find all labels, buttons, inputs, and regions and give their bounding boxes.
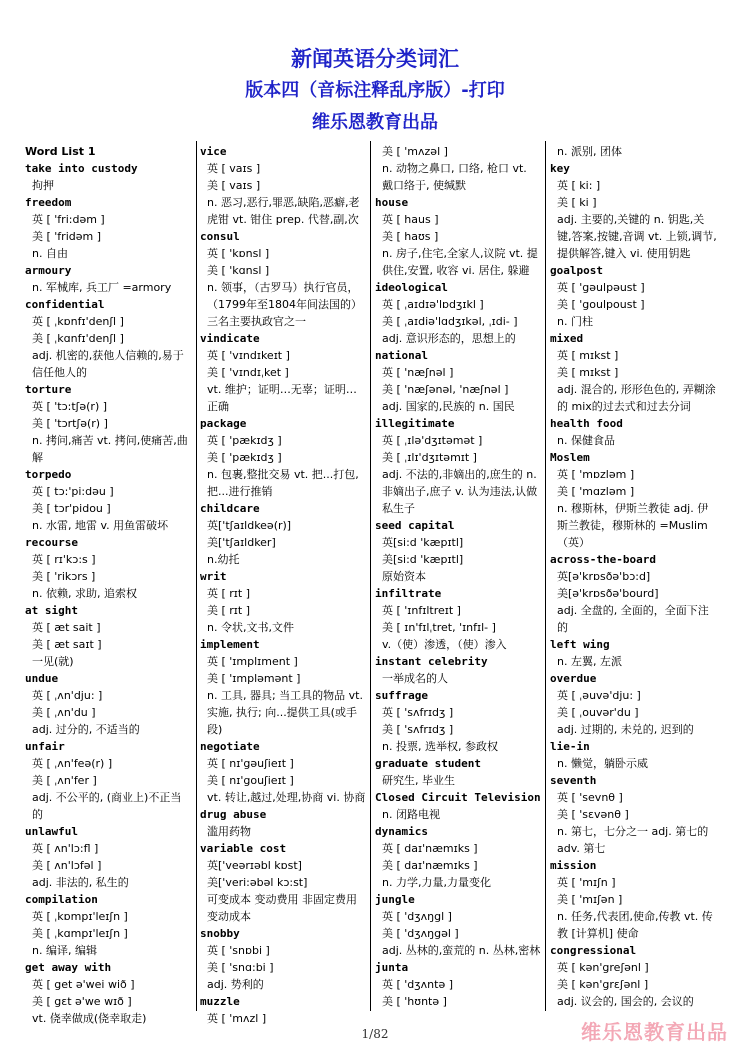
entry-definition: adj. 不公平的, (商业上)不正当的 [32, 791, 182, 821]
vocab-column-1 [25, 143, 193, 1027]
entry-headword: Moslem [550, 451, 590, 464]
entry-phonetic: 美 [ kən'grɛʃənl ] [557, 978, 649, 991]
entry-phonetic: 美 [ 'mɑzləm ] [557, 485, 635, 498]
entry-phonetic: 英 [ ˌəuvə'dju: ] [557, 689, 641, 702]
entry-phonetic: 英 [ 'ɪnfɪltreɪt ] [382, 604, 461, 617]
entry-headword: overdue [550, 672, 597, 685]
entry-definition: n. 水雷, 地雷 v. 用鱼雷破坏 [32, 519, 169, 532]
entry-definition: adj. 丛林的,蛮荒的 n. 丛林,密林 [382, 944, 541, 957]
entry-headword: goalpost [550, 264, 603, 277]
entry-definition: n. 保健食品 [557, 434, 615, 447]
entry-definition: n. 闭路电视 [382, 808, 440, 821]
entry-phonetic: 英 [ 'pækɪdʒ ] [207, 434, 282, 447]
entry-phonetic: 美 [ ˌouvər'du ] [557, 706, 639, 719]
column-divider [545, 141, 546, 1011]
entry-headword: health food [550, 417, 623, 430]
entry-phonetic: 英 [ 'ɪmplɪment ] [207, 655, 298, 668]
entry-headword: national [375, 349, 428, 362]
entry-headword: undue [25, 672, 59, 685]
entry-phonetic: 英 [ ki: ] [557, 179, 601, 192]
entry-phonetic: 英 [ tɔ:'pi:dəu ] [32, 485, 114, 498]
entry-phonetic: 美[si:d 'kæpɪtl] [382, 553, 464, 566]
entry-headword: graduate student [375, 757, 481, 770]
entry-phonetic: 美 [ ˌʌn'du ] [32, 706, 96, 719]
entry-phonetic: 美 [ 'sʌfrɪdʒ ] [382, 723, 454, 736]
entry-headword: lie-in [550, 740, 590, 753]
vocab-column-4 [550, 143, 720, 1010]
entry-phonetic: 英 [ ˌʌn'dju: ] [32, 689, 103, 702]
document-publisher: 维乐恩教育出品 [312, 112, 438, 133]
entry-definition: n. 懒觉，躺卧示威 [557, 757, 648, 770]
entry-headword: childcare [200, 502, 260, 515]
entry-definition: adj. 混合的, 形形色色的, 弄糊涂的 mix的过去式和过去分词 [557, 383, 716, 413]
entry-phonetic: 美 [ ɪn'fɪlˌtret, 'ɪnfɪl- ] [382, 621, 496, 634]
entry-definition: adj. 非法的, 私生的 [32, 876, 129, 889]
entry-phonetic: 英 [ ˌɪlə'dʒɪtəmət ] [382, 434, 483, 447]
entry-headword: suffrage [375, 689, 428, 702]
entry-headword: mission [550, 859, 597, 872]
entry-phonetic: 英['tʃaɪldkeə(r)] [207, 519, 292, 532]
entry-headword: snobby [200, 927, 240, 940]
entry-phonetic: 英 [ nɪ'gəuʃieɪt ] [207, 757, 294, 770]
entry-headword: vice [200, 145, 227, 158]
entry-definition: n. 任务,代表团,使命,传教 vt. 传教 [计算机] 使命 [557, 910, 713, 940]
entry-phonetic: 美 [ tɔr'pidou ] [32, 502, 111, 515]
entry-phonetic: 英[ə'krɒsðə'bɔ:d] [557, 570, 651, 583]
entry-definition: adj. 全盘的, 全面的，全面下注的 [557, 604, 709, 634]
entry-phonetic: 美 [ ki ] [557, 196, 597, 209]
entry-phonetic: 英 [ 'vɪndɪkeɪt ] [207, 349, 290, 362]
entry-phonetic: 英 [ 'mɪʃn ] [557, 876, 616, 889]
entry-headword: recourse [25, 536, 78, 549]
page-number: 1/82 [361, 1027, 389, 1041]
entry-phonetic: 美 [ 'næʃənəl, 'næʃnəl ] [382, 383, 509, 396]
entry-phonetic: 英 [ kən'greʃənl ] [557, 961, 649, 974]
entry-definition: adj. 过分的, 不适当的 [32, 723, 140, 736]
column-divider [196, 141, 197, 1011]
entry-phonetic: 英 [ 'dʒʌntə ] [382, 978, 453, 991]
entry-phonetic: 美 [ 'mʌzəl ] [382, 145, 448, 158]
entry-phonetic: 美 [ 'goulpoust ] [557, 298, 645, 311]
entry-headword: variable cost [200, 842, 287, 855]
entry-definition: n. 依赖, 求助, 追索权 [32, 587, 137, 600]
entry-phonetic: 英 [ ʌn'lɔ:fl ] [32, 842, 99, 855]
entry-phonetic: 英 [ daɪ'næmɪks ] [382, 842, 478, 855]
entry-headword: compilation [25, 893, 98, 906]
entry-headword: freedom [25, 196, 72, 209]
entry-headword: congressional [550, 944, 637, 957]
entry-phonetic: 美 [ 'kɑnsl ] [207, 264, 270, 277]
entry-phonetic: 英 [ ˌʌn'feə(r) ] [32, 757, 113, 770]
entry-definition: adj. 意识形态的，思想上的 [382, 332, 516, 345]
entry-definition: n. 令状,文书,文件 [207, 621, 294, 634]
entry-phonetic: 美 [ ˌʌn'fer ] [32, 774, 97, 787]
entry-definition: 原始资本 [382, 570, 426, 583]
entry-definition: n. 拷问,痛苦 vt. 拷问,使痛苦,曲解 [32, 434, 188, 464]
entry-headword: jungle [375, 893, 415, 906]
entry-phonetic: 美 [ æt saɪt ] [32, 638, 102, 651]
entry-definition: vt. 侥幸做成(侥幸取走) [32, 1012, 147, 1025]
entry-headword: armoury [25, 264, 72, 277]
entry-definition: n. 力学,力量,力量变化 [382, 876, 491, 889]
entry-headword: confidential [25, 298, 105, 311]
entry-headword: house [375, 196, 409, 209]
vocab-column-3 [375, 143, 543, 1010]
entry-headword: torpedo [25, 468, 72, 481]
entry-phonetic: 美 [ mɪkst ] [557, 366, 619, 379]
entry-phonetic: 英 [ mɪkst ] [557, 349, 619, 362]
entry-headword: negotiate [200, 740, 260, 753]
entry-definition: n. 编译, 编辑 [32, 944, 97, 957]
entry-definition: 一举成名的人 [382, 672, 448, 685]
entry-headword: across-the-board [550, 553, 656, 566]
entry-phonetic: 美 [ 'dʒʌŋgəl ] [382, 927, 459, 940]
entry-definition: adj. 主要的,关键的 n. 钥匙,关键,答案,按键,音调 vt. 上锁,调节,提供解答,键入 vi. 使用钥匙 [557, 213, 717, 260]
entry-headword: ideological [375, 281, 448, 294]
entry-phonetic: 英['veərɪəbl kɒst] [207, 859, 302, 872]
entry-definition: 可变成本 变动费用 非固定费用 变动成本 [207, 893, 357, 923]
column-divider [370, 141, 371, 1011]
entry-headword: unlawful [25, 825, 78, 838]
entry-phonetic: 美 [ 'fridəm ] [32, 230, 102, 243]
entry-definition: 研究生, 毕业生 [382, 774, 455, 787]
entry-phonetic: 美 [ daɪ'næmɪks ] [382, 859, 478, 872]
entry-headword: key [550, 162, 570, 175]
entry-headword: mixed [550, 332, 584, 345]
entry-phonetic: 英 [ 'mʌzl ] [207, 1012, 267, 1025]
entry-phonetic: 美 [ 'vɪndɪˌket ] [207, 366, 289, 379]
entry-phonetic: 美 [ 'tɔrtʃə(r) ] [32, 417, 108, 430]
entry-definition: n.幼托 [207, 553, 240, 566]
entry-phonetic: 英 [ 'mɒzləm ] [557, 468, 635, 481]
entry-phonetic: 英 [ get ə'wei wið ] [32, 978, 135, 991]
entry-phonetic: 美 [ vaɪs ] [207, 179, 261, 192]
entry-definition: n. 派别, 团体 [557, 145, 622, 158]
entry-phonetic: 美 [ ˌkɑnfɪ'denʃl ] [32, 332, 124, 345]
entry-headword: at sight [25, 604, 78, 617]
entry-phonetic: 美 [ rɪt ] [207, 604, 250, 617]
entry-phonetic: 英[si:d 'kæpɪtl] [382, 536, 464, 549]
entry-phonetic: 英 [ rɪt ] [207, 587, 250, 600]
entry-phonetic: 英 [ 'gəulpəust ] [557, 281, 645, 294]
watermark-logo: 维乐恩教育出品 [581, 1020, 728, 1044]
entry-phonetic: 美 [ 'snɑ:bi ] [207, 961, 274, 974]
entry-phonetic: 美 [ ˌɪlɪ'dʒɪtəmɪt ] [382, 451, 477, 464]
entry-definition: n. 动物之鼻口, 口络, 枪口 vt. 戴口络于, 使缄默 [382, 162, 527, 192]
entry-definition: n. 左翼, 左派 [557, 655, 622, 668]
entry-definition: 拘押 [32, 179, 54, 192]
entry-definition: 滥用药物 [207, 825, 251, 838]
entry-phonetic: 英 [ æt sait ] [32, 621, 101, 634]
vocab-column-2 [200, 143, 368, 1027]
entry-phonetic: 英 [ 'dʒʌŋgl ] [382, 910, 452, 923]
entry-phonetic: 英 [ ˌkɒmpɪ'leɪʃn ] [32, 910, 128, 923]
word-list-title: Word List 1 [25, 145, 96, 158]
entry-phonetic: 英 [ ˌkɒnfɪ'denʃl ] [32, 315, 124, 328]
entry-definition: n. 投票, 选举权, 参政权 [382, 740, 498, 753]
entry-definition: n. 房子,住宅,全家人,议院 vt. 提供住,安置, 收容 vi. 居住, 躲避 [382, 247, 538, 277]
entry-phonetic: 英 [ 'kɒnsl ] [207, 247, 270, 260]
entry-headword: get away with [25, 961, 112, 974]
entry-definition: n. 领事，（古罗马）执行官员，（1799年至1804年间法国的）三名主要执政官之一 [207, 281, 362, 328]
entry-definition: n. 包裹,整批交易 vt. 把...打包,把...进行推销 [207, 468, 359, 498]
entry-headword: instant celebrity [375, 655, 488, 668]
entry-headword: dynamics [375, 825, 428, 838]
entry-definition: n. 恶习,恶行,罪恶,缺陷,恶癖,老虎钳 vt. 钳住 prep. 代替,副,次 [207, 196, 360, 226]
entry-headword: implement [200, 638, 260, 651]
entry-definition: n. 自由 [32, 247, 68, 260]
entry-headword: muzzle [200, 995, 240, 1008]
entry-headword: torture [25, 383, 72, 396]
entry-phonetic: 英 [ rɪ'kɔ:s ] [32, 553, 96, 566]
entry-definition: n. 穆斯林，伊斯兰教徒 adj. 伊斯兰教徒，穆斯林的 =Muslim（英） [557, 502, 709, 549]
entry-phonetic: 英 [ 'snɒbi ] [207, 944, 270, 957]
entry-definition: adj. 国家的,民族的 n. 国民 [382, 400, 515, 413]
entry-definition: adj. 议会的, 国会的, 会议的 [557, 995, 694, 1008]
entry-definition: adj. 不法的,非嫡出的,庶生的 n. 非嫡出子,庶子 v. 认为违法,认做私生子 [382, 468, 538, 515]
entry-headword: writ [200, 570, 227, 583]
entry-phonetic: 英 [ 'sʌfrɪdʒ ] [382, 706, 454, 719]
entry-phonetic: 美['veri:əbəl kɔ:st] [207, 876, 308, 889]
entry-phonetic: 美 [ ˌaɪdiə'lɑdʒɪkəl, ˌɪdi- ] [382, 315, 518, 328]
entry-definition: vt. 转让,越过,处理,协商 vi. 协商 [207, 791, 366, 804]
entry-definition: n. 第七，七分之一 adj. 第七的 adv. 第七 [557, 825, 709, 855]
entry-definition: n. 工具, 器具; 当工具的物品 vt. 实施, 执行; 向...提供工具(或手段) [207, 689, 363, 736]
entry-phonetic: 美 [ gɛt ə'we wɪð ] [32, 995, 132, 1008]
entry-headword: package [200, 417, 247, 430]
entry-phonetic: 英 [ 'sevnθ ] [557, 791, 623, 804]
entry-headword: take into custody [25, 162, 138, 175]
entry-headword: vindicate [200, 332, 260, 345]
entry-phonetic: 美 [ 'sɛvənθ ] [557, 808, 629, 821]
entry-headword: Closed Circuit Television [375, 791, 541, 804]
entry-phonetic: 美 [ ʌn'lɔfəl ] [32, 859, 102, 872]
document-header [0, 44, 750, 138]
entry-phonetic: 美[ə'krɒsðə'bourd] [557, 587, 659, 600]
entry-headword: unfair [25, 740, 65, 753]
entry-phonetic: 美 [ 'rikɔrs ] [32, 570, 96, 583]
entry-headword: drug abuse [200, 808, 267, 821]
document-title: 新闻英语分类词汇 [291, 47, 459, 71]
entry-definition: vt. 维护；证明…无辜；证明…正确 [207, 383, 357, 413]
entry-definition: v.（使）渗透，（使）渗入 [382, 638, 507, 651]
entry-definition: adj. 势利的 [207, 978, 264, 991]
entry-definition: 一见(就) [32, 655, 74, 668]
entry-phonetic: 美['tʃaɪldker] [207, 536, 276, 549]
entry-headword: seed capital [375, 519, 455, 532]
entry-phonetic: 美 [ 'mɪʃən ] [557, 893, 623, 906]
entry-definition: n. 军械库, 兵工厂 =armory [32, 281, 172, 294]
entry-phonetic: 英 [ 'fri:dəm ] [32, 213, 105, 226]
entry-definition: adj. 机密的,获他人信赖的,易于信任他人的 [32, 349, 184, 379]
entry-phonetic: 美 [ ˌkɑmpɪ'leɪʃn ] [32, 927, 128, 940]
entry-definition: adj. 过期的, 未兑的, 迟到的 [557, 723, 694, 736]
entry-phonetic: 美 [ nɪ'gouʃieɪt ] [207, 774, 294, 787]
entry-definition: n. 门柱 [557, 315, 593, 328]
entry-phonetic: 美 [ 'hʊntə ] [382, 995, 447, 1008]
entry-headword: junta [375, 961, 409, 974]
entry-phonetic: 英 [ 'tɔ:tʃə(r) ] [32, 400, 108, 413]
entry-headword: illegitimate [375, 417, 455, 430]
entry-headword: infiltrate [375, 587, 442, 600]
entry-phonetic: 美 [ haʊs ] [382, 230, 439, 243]
entry-phonetic: 英 [ vaɪs ] [207, 162, 261, 175]
entry-headword: consul [200, 230, 240, 243]
entry-phonetic: 美 [ 'pækɪdʒ ] [207, 451, 282, 464]
entry-phonetic: 美 [ 'ɪmpləmənt ] [207, 672, 301, 685]
entry-headword: seventh [550, 774, 597, 787]
entry-headword: left wing [550, 638, 610, 651]
entry-phonetic: 英 [ 'næʃnəl ] [382, 366, 454, 379]
entry-phonetic: 英 [ haus ] [382, 213, 439, 226]
document-subtitle: 版本四（音标注释乱序版）-打印 [245, 80, 505, 101]
entry-phonetic: 英 [ ˌaɪdɪə'lɒdʒɪkl ] [382, 298, 484, 311]
